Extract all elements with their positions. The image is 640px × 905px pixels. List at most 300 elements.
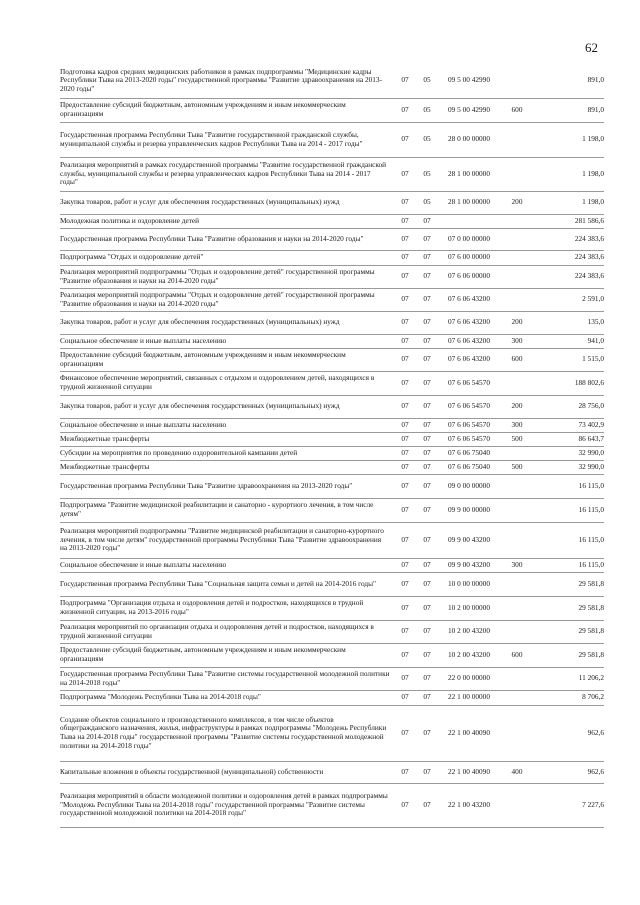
table-row — [60, 522, 604, 558]
row-amount-cell — [534, 705, 604, 761]
row-expense-type-code — [500, 275, 534, 279]
row-subsection-code: 05 — [423, 75, 431, 85]
row-target-article-code: 07 0 00 00000 — [448, 233, 490, 243]
row-subsection-code: 07 — [423, 727, 431, 737]
row-section-code: 07 — [401, 480, 409, 490]
row-target-article-code-cell — [438, 558, 500, 572]
row-expense-type-code-cell — [500, 98, 534, 122]
row-description: Реализация мероприятий подпрограммы "Развитие медицинской реабилитации и санаторно-курортного лечения, в том числе детям" государственной программы Республики Тыва "Развитие здравоохранения на 2013-2020 годы" — [60, 526, 384, 553]
row-target-article-code-cell — [438, 334, 500, 348]
row-target-article-code: 07 6 06 54570 — [448, 433, 490, 443]
row-section-code: 07 — [401, 447, 409, 457]
row-target-article-code: 28 1 00 00000 — [448, 168, 490, 178]
page-number: 62 — [585, 40, 598, 55]
row-description-cell — [60, 690, 394, 705]
row-target-article-code: 07 6 06 43200 — [448, 335, 490, 345]
row-amount: 188 802,6 — [574, 377, 604, 387]
row-target-article-code-cell — [438, 572, 500, 596]
row-description-cell — [60, 191, 394, 214]
table-row — [60, 761, 604, 783]
row-description: Социальное обеспечение и иные выплаты населению — [60, 559, 227, 569]
row-amount: 32 990,0 — [578, 461, 604, 471]
row-description: Государственная программа Республики Тыва "Развитие государственной гражданской службы, муниципальной службы и резерва управленческих кадров Республики Тыва на 2014 - 2017 годы" — [60, 129, 363, 148]
row-amount-cell — [534, 783, 604, 827]
row-section-code: 07 — [401, 197, 409, 207]
row-subsection-code: 05 — [423, 134, 431, 144]
table-row — [60, 157, 604, 191]
row-subsection-code-cell — [416, 348, 438, 371]
row-subsection-code-cell — [416, 761, 438, 783]
row-subsection-code-cell — [416, 98, 438, 122]
row-subsection-code: 07 — [423, 252, 431, 262]
row-section-code-cell — [394, 228, 416, 250]
row-amount-cell — [534, 265, 604, 288]
row-expense-type-code-cell — [500, 446, 534, 460]
row-section-code: 07 — [401, 433, 409, 443]
table-row — [60, 460, 604, 474]
row-description: Субсидии на мероприятия по проведению оздоровительной кампании детей — [60, 447, 298, 457]
row-amount-cell — [534, 98, 604, 122]
row-target-article-code: 09 5 00 42990 — [448, 75, 490, 85]
row-subsection-code-cell — [416, 522, 438, 558]
row-subsection-code-cell — [416, 705, 438, 761]
row-expense-type-code: 600 — [511, 354, 523, 364]
row-subsection-code: 07 — [423, 799, 431, 809]
row-expense-type-code — [500, 696, 534, 700]
row-expense-type-code — [500, 538, 534, 542]
row-section-code: 07 — [401, 233, 409, 243]
row-expense-type-code-cell — [500, 250, 534, 265]
row-amount: 32 990,0 — [578, 447, 604, 457]
row-description-cell — [60, 643, 394, 667]
row-subsection-code-cell — [416, 265, 438, 288]
row-description: Государственная программа Республики Тыва "Социальная защита семьи и детей на 2014-2016 годы" — [60, 578, 377, 588]
row-amount-cell — [534, 558, 604, 572]
table-row — [60, 705, 604, 761]
row-expense-type-code-cell — [500, 643, 534, 667]
row-section-code-cell — [394, 157, 416, 191]
row-target-article-code: 07 6 06 43200 — [448, 354, 490, 364]
row-target-article-code: 10 2 00 43200 — [448, 649, 490, 659]
row-subsection-code-cell — [416, 371, 438, 395]
row-description: Финансовое обеспечение мероприятий, связанных с отдыхом и оздоровлением детей, находящихся в трудной жизненной ситуации — [60, 373, 375, 391]
row-target-article-code: 07 6 06 43200 — [448, 294, 490, 304]
row-description: Межбюджетные трансферты — [60, 461, 150, 471]
row-amount-cell — [534, 690, 604, 705]
row-amount: 2 591,0 — [582, 294, 604, 304]
row-expense-type-code — [500, 298, 534, 302]
row-amount: 1 198,0 — [582, 197, 604, 207]
row-amount-cell — [534, 288, 604, 311]
row-section-code-cell — [394, 122, 416, 157]
row-target-article-code-cell — [438, 446, 500, 460]
row-subsection-code-cell — [416, 667, 438, 690]
row-section-code-cell — [394, 265, 416, 288]
row-expense-type-code: 500 — [511, 433, 523, 443]
row-subsection-code-cell — [416, 311, 438, 334]
row-description: Создание объектов социального и производственного комплексов, в том числе объектов общегражданского назначения, жилья, инфраструктуры в рамках подпрограммы "Молодежь Республики Тыва на 2014-2018 годы" государственной программы "Развитие системы государственной молодежной политики на 2014-2018 годы" — [60, 714, 387, 750]
row-amount: 1 515,0 — [582, 354, 604, 364]
row-section-code-cell — [394, 783, 416, 827]
row-section-code-cell — [394, 522, 416, 558]
row-expense-type-code-cell — [500, 667, 534, 690]
row-section-code-cell — [394, 432, 416, 446]
table-row — [60, 311, 604, 334]
row-description-cell — [60, 311, 394, 334]
row-expense-type-code-cell — [500, 334, 534, 348]
table-row — [60, 64, 604, 98]
row-subsection-code-cell — [416, 395, 438, 418]
table-row — [60, 643, 604, 667]
row-expense-type-code — [500, 484, 534, 488]
row-amount: 29 581,8 — [578, 578, 604, 588]
row-amount: 962,6 — [587, 727, 604, 737]
row-description-cell — [60, 122, 394, 157]
table-row — [60, 690, 604, 705]
row-expense-type-code-cell — [500, 228, 534, 250]
row-target-article-code: 09 5 00 42990 — [448, 104, 490, 114]
row-subsection-code-cell — [416, 432, 438, 446]
row-expense-type-code-cell — [500, 418, 534, 432]
row-amount-cell — [534, 667, 604, 690]
row-section-code-cell — [394, 288, 416, 311]
row-subsection-code-cell — [416, 64, 438, 98]
row-section-code: 07 — [401, 534, 409, 544]
row-description: Предоставление субсидий бюджетным, автономным учреждениям и иным некоммерческим организациям — [60, 645, 346, 663]
row-section-code: 07 — [401, 377, 409, 387]
table-row — [60, 474, 604, 498]
row-expense-type-code — [500, 219, 534, 223]
row-section-code-cell — [394, 191, 416, 214]
row-description: Подпрограмма "Отдых и оздоровление детей" — [60, 252, 204, 262]
row-target-article-code: 09 0 00 00000 — [448, 480, 490, 490]
row-target-article-code: 09 9 00 43200 — [448, 559, 490, 569]
row-expense-type-code-cell — [500, 522, 534, 558]
row-description: Социальное обеспечение и иные выплаты населению — [60, 419, 227, 429]
row-amount: 29 581,8 — [578, 649, 604, 659]
row-subsection-code: 07 — [423, 215, 431, 225]
table-row — [60, 228, 604, 250]
row-amount-cell — [534, 334, 604, 348]
row-amount: 281 586,6 — [574, 215, 604, 225]
table-row — [60, 596, 604, 620]
row-expense-type-code — [500, 803, 534, 807]
row-subsection-code: 07 — [423, 419, 431, 429]
row-amount: 941,0 — [587, 335, 604, 345]
row-expense-type-code-cell — [500, 460, 534, 474]
row-expense-type-code-cell — [500, 64, 534, 98]
row-subsection-code: 07 — [423, 294, 431, 304]
row-section-code: 07 — [401, 335, 409, 345]
table-row — [60, 446, 604, 460]
row-target-article-code: 07 6 06 54570 — [448, 419, 490, 429]
row-amount-cell — [534, 460, 604, 474]
row-target-article-code: 22 1 00 40090 — [448, 766, 490, 776]
row-expense-type-code-cell — [500, 157, 534, 191]
row-description-cell — [60, 265, 394, 288]
row-description-cell — [60, 334, 394, 348]
row-description-cell — [60, 288, 394, 311]
table-row — [60, 620, 604, 643]
row-description: Реализация мероприятий в рамках государственной программы "Развитие государственной гражданской службы, муниципальной службы и резерва управленческих кадров Республики Тыва на 2014 - 2017 годы" — [60, 160, 387, 187]
row-amount: 1 198,0 — [582, 168, 604, 178]
row-expense-type-code — [500, 237, 534, 241]
row-expense-type-code-cell — [500, 288, 534, 311]
row-subsection-code-cell — [416, 783, 438, 827]
row-expense-type-code-cell — [500, 690, 534, 705]
row-section-code: 07 — [401, 626, 409, 636]
row-section-code-cell — [394, 572, 416, 596]
row-section-code: 07 — [401, 578, 409, 588]
table-row — [60, 395, 604, 418]
row-section-code: 07 — [401, 294, 409, 304]
row-amount: 1 198,0 — [582, 134, 604, 144]
row-section-code: 07 — [401, 168, 409, 178]
row-description-cell — [60, 64, 394, 98]
row-expense-type-code-cell — [500, 596, 534, 620]
row-expense-type-code — [500, 606, 534, 610]
row-description-cell — [60, 395, 394, 418]
row-description: Предоставление субсидий бюджетным, автономным учреждениям и иным некоммерческим организациям — [60, 100, 346, 118]
row-description-cell — [60, 228, 394, 250]
row-amount-cell — [534, 191, 604, 214]
row-description: Предоставление субсидий бюджетным, автономным учреждениям и иным некоммерческим организациям — [60, 349, 346, 368]
budget-table — [60, 64, 604, 828]
row-target-article-code: 07 6 06 00000 — [448, 271, 490, 281]
row-subsection-code: 07 — [423, 317, 431, 327]
row-amount: 16 115,0 — [578, 559, 604, 569]
row-target-article-code-cell — [438, 596, 500, 620]
row-amount-cell — [534, 371, 604, 395]
row-subsection-code: 07 — [423, 447, 431, 457]
row-description-cell — [60, 98, 394, 122]
row-section-code: 07 — [401, 271, 409, 281]
row-subsection-code-cell — [416, 690, 438, 705]
row-amount-cell — [534, 474, 604, 498]
table-row — [60, 191, 604, 214]
row-amount-cell — [534, 432, 604, 446]
table-row — [60, 288, 604, 311]
row-amount-cell — [534, 228, 604, 250]
row-amount: 8 706,2 — [582, 692, 604, 702]
row-target-article-code-cell — [438, 783, 500, 827]
row-subsection-code-cell — [416, 157, 438, 191]
row-expense-type-code: 400 — [511, 766, 523, 776]
row-amount: 29 581,8 — [578, 602, 604, 612]
row-section-code-cell — [394, 250, 416, 265]
row-target-article-code-cell — [438, 191, 500, 214]
row-target-article-code: 22 0 00 00000 — [448, 673, 490, 683]
row-target-article-code: 10 2 00 43200 — [448, 626, 490, 636]
row-subsection-code-cell — [416, 418, 438, 432]
row-expense-type-code-cell — [500, 558, 534, 572]
row-section-code-cell — [394, 620, 416, 643]
row-description-cell — [60, 460, 394, 474]
row-expense-type-code-cell — [500, 191, 534, 214]
row-expense-type-code-cell — [500, 214, 534, 228]
row-expense-type-code — [500, 381, 534, 385]
row-description: Закупка товаров, работ и услуг для обеспечения государственных (муниципальных) нужд — [60, 197, 340, 207]
row-description-cell — [60, 348, 394, 371]
row-amount-cell — [534, 522, 604, 558]
row-target-article-code-cell — [438, 522, 500, 558]
row-target-article-code-cell — [438, 460, 500, 474]
table-row — [60, 348, 604, 371]
row-amount: 28 756,0 — [578, 401, 604, 411]
row-section-code-cell — [394, 98, 416, 122]
table-row — [60, 371, 604, 395]
row-subsection-code: 07 — [423, 649, 431, 659]
row-amount-cell — [534, 418, 604, 432]
row-expense-type-code-cell — [500, 761, 534, 783]
row-expense-type-code — [500, 582, 534, 586]
row-expense-type-code-cell — [500, 122, 534, 157]
row-description: Молодежная политика и оздоровление детей — [60, 215, 200, 225]
row-description-cell — [60, 446, 394, 460]
row-section-code: 07 — [401, 252, 409, 262]
row-description: Подготовка кадров средних медицинских работников в рамках подпрограммы "Медицинские кадры Республики Тыва на 2013-2020 годы" государственной программы "Развитие здравоохранения на 2013-2020 годы" — [60, 66, 382, 94]
row-expense-type-code — [500, 731, 534, 735]
row-description-cell — [60, 250, 394, 265]
row-target-article-code-cell — [438, 288, 500, 311]
row-expense-type-code — [500, 256, 534, 260]
row-target-article-code: 28 1 00 00000 — [448, 197, 490, 207]
row-target-article-code-cell — [438, 667, 500, 690]
row-target-article-code: 07 6 06 54570 — [448, 377, 490, 387]
row-expense-type-code — [500, 172, 534, 176]
row-amount-cell — [534, 446, 604, 460]
row-target-article-code: 22 1 00 40090 — [448, 727, 490, 737]
row-amount: 224 383,6 — [574, 233, 604, 243]
table-row — [60, 498, 604, 522]
row-target-article-code: 10 2 00 00000 — [448, 602, 490, 612]
row-subsection-code: 07 — [423, 377, 431, 387]
row-section-code-cell — [394, 334, 416, 348]
row-expense-type-code-cell — [500, 395, 534, 418]
row-section-code: 07 — [401, 504, 409, 514]
row-expense-type-code: 600 — [511, 104, 523, 114]
row-subsection-code-cell — [416, 191, 438, 214]
row-subsection-code: 07 — [423, 602, 431, 612]
row-subsection-code: 05 — [423, 168, 431, 178]
row-subsection-code: 07 — [423, 461, 431, 471]
row-section-code-cell — [394, 371, 416, 395]
row-section-code: 07 — [401, 354, 409, 364]
row-amount: 16 115,0 — [578, 504, 604, 514]
row-subsection-code: 07 — [423, 354, 431, 364]
row-section-code-cell — [394, 498, 416, 522]
row-section-code-cell — [394, 418, 416, 432]
table-row — [60, 783, 604, 827]
row-section-code-cell — [394, 348, 416, 371]
row-description: Подпрограмма "Развитие медицинской реабилитации и санаторно - курортного лечения, в том числе детям" — [60, 500, 374, 518]
row-description: Государственная программа Республики Тыва "Развитие системы государственной молодежной политики на 2014-2018 годы" — [60, 668, 390, 687]
row-amount-cell — [534, 157, 604, 191]
row-section-code: 07 — [401, 559, 409, 569]
row-section-code: 07 — [401, 317, 409, 327]
row-target-article-code: 07 6 00 00000 — [448, 252, 490, 262]
row-amount-cell — [534, 122, 604, 157]
row-section-code: 07 — [401, 766, 409, 776]
row-amount: 891,0 — [587, 104, 604, 114]
row-expense-type-code: 300 — [511, 419, 523, 429]
budget-table-body — [60, 64, 604, 827]
row-amount: 224 383,6 — [574, 271, 604, 281]
row-amount-cell — [534, 214, 604, 228]
row-amount: 962,6 — [587, 766, 604, 776]
row-expense-type-code-cell — [500, 498, 534, 522]
row-section-code: 07 — [401, 215, 409, 225]
table-row — [60, 667, 604, 690]
row-section-code-cell — [394, 460, 416, 474]
row-amount: 16 115,0 — [578, 534, 604, 544]
row-section-code-cell — [394, 705, 416, 761]
table-row — [60, 98, 604, 122]
row-description: Межбюджетные трансферты — [60, 433, 150, 443]
row-section-code: 07 — [401, 727, 409, 737]
table-row — [60, 558, 604, 572]
row-expense-type-code: 300 — [511, 559, 523, 569]
row-subsection-code-cell — [416, 498, 438, 522]
row-section-code-cell — [394, 643, 416, 667]
row-amount-cell — [534, 498, 604, 522]
row-amount-cell — [534, 643, 604, 667]
row-amount: 891,0 — [587, 75, 604, 85]
row-description: Государственная программа Республики Тыва "Развитие здравоохранения на 2013-2020 годы" — [60, 480, 353, 490]
row-section-code: 07 — [401, 649, 409, 659]
row-subsection-code-cell — [416, 122, 438, 157]
row-target-article-code-cell — [438, 265, 500, 288]
row-target-article-code-cell — [438, 371, 500, 395]
row-amount-cell — [534, 620, 604, 643]
row-target-article-code-cell — [438, 228, 500, 250]
row-section-code-cell — [394, 395, 416, 418]
row-subsection-code-cell — [416, 474, 438, 498]
row-description-cell — [60, 705, 394, 761]
row-expense-type-code-cell — [500, 474, 534, 498]
row-subsection-code: 07 — [423, 271, 431, 281]
row-amount: 7 227,6 — [582, 799, 604, 809]
row-description-cell — [60, 371, 394, 395]
row-description-cell — [60, 667, 394, 690]
row-subsection-code-cell — [416, 446, 438, 460]
row-description: Реализация мероприятий подпрограммы "Отдых и оздоровление детей" государственной программы "Развитие образования и науки на 2014-2020 годы" — [60, 289, 375, 308]
row-description-cell — [60, 761, 394, 783]
row-subsection-code: 07 — [423, 233, 431, 243]
row-target-article-code: 07 6 06 43200 — [448, 317, 490, 327]
row-subsection-code: 07 — [423, 534, 431, 544]
row-amount: 73 402,9 — [578, 419, 604, 429]
row-expense-type-code-cell — [500, 620, 534, 643]
row-subsection-code-cell — [416, 620, 438, 643]
row-subsection-code-cell — [416, 460, 438, 474]
row-subsection-code: 07 — [423, 692, 431, 702]
row-expense-type-code-cell — [500, 572, 534, 596]
row-expense-type-code — [500, 630, 534, 634]
row-section-code-cell — [394, 690, 416, 705]
row-subsection-code: 07 — [423, 401, 431, 411]
row-target-article-code: 07 6 06 75040 — [448, 461, 490, 471]
row-amount-cell — [534, 761, 604, 783]
row-target-article-code-cell — [438, 418, 500, 432]
row-target-article-code: 22 1 00 00000 — [448, 692, 490, 702]
row-section-code-cell — [394, 596, 416, 620]
table-row — [60, 418, 604, 432]
row-target-article-code-cell — [438, 311, 500, 334]
row-target-article-code-cell — [438, 98, 500, 122]
row-section-code: 07 — [401, 673, 409, 683]
row-expense-type-code: 200 — [511, 401, 523, 411]
